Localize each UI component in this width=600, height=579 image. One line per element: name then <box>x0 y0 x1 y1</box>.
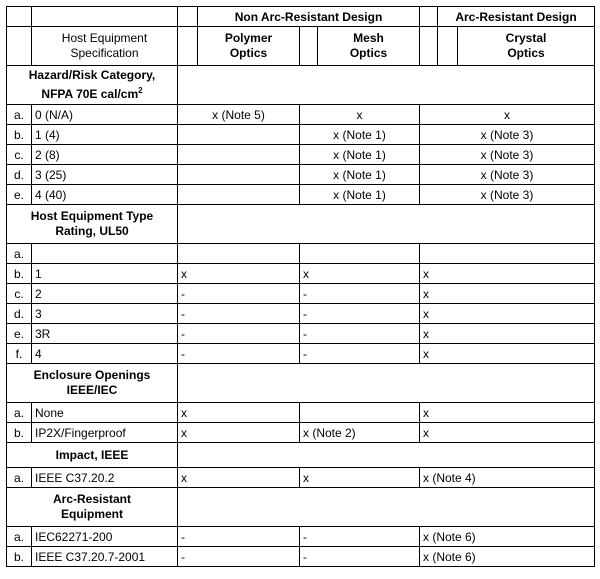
mesh-value: - <box>300 547 420 567</box>
host-type-title-line1: Host Equipment Type <box>30 209 154 223</box>
enclosure-rows <box>7 403 595 443</box>
crystal-value: x (Note 3) <box>420 185 595 205</box>
table-row <box>7 403 595 423</box>
row-label: 2 <box>32 284 178 304</box>
row-index: d. <box>7 165 32 185</box>
polymer-value: x <box>178 264 300 284</box>
mesh-value: x (Note 1) <box>300 165 420 185</box>
spec-header-line1: Host Equipment <box>61 31 148 45</box>
mesh-value: - <box>300 344 420 364</box>
row-label: None <box>32 403 178 423</box>
section-enclosure <box>7 364 595 403</box>
polymer-value: - <box>178 324 300 344</box>
mesh-value: x <box>300 105 420 125</box>
spec-table-wrapper <box>6 6 595 567</box>
table-row <box>7 125 595 145</box>
arc-resistant-header: Arc-Resistant Design <box>438 7 595 27</box>
blank-cell <box>420 27 438 66</box>
row-index: e. <box>7 185 32 205</box>
polymer-value: - <box>178 527 300 547</box>
row-index: c. <box>7 284 32 304</box>
table-row <box>7 547 595 567</box>
section-filler <box>178 364 595 403</box>
table-row <box>7 264 595 284</box>
mesh-value: - <box>300 304 420 324</box>
table-row <box>7 527 595 547</box>
polymer-header-line1: Polymer <box>224 31 273 45</box>
crystal-header-line1: Crystal <box>505 31 547 45</box>
header-group-row <box>7 7 595 27</box>
row-index: a. <box>7 468 32 488</box>
table-row <box>7 185 595 205</box>
mesh-value <box>300 244 420 264</box>
row-label: IEC62271-200 <box>32 527 178 547</box>
polymer-value: - <box>178 304 300 324</box>
row-label: 1 (4) <box>32 125 178 145</box>
crystal-header-line2: Optics <box>507 46 545 60</box>
hazard-rows <box>7 105 595 205</box>
row-index: d. <box>7 304 32 324</box>
polymer-optics-header <box>198 27 300 66</box>
polymer-value <box>178 244 300 264</box>
blank-cell <box>178 7 198 27</box>
mesh-value: x (Note 1) <box>300 125 420 145</box>
hazard-section-title <box>7 66 178 105</box>
crystal-value: x (Note 3) <box>420 125 595 145</box>
section-arc-resistant-equipment <box>7 488 595 527</box>
enclosure-title-line2: IEEE/IEC <box>66 383 118 397</box>
mesh-value: x (Note 2) <box>300 423 420 443</box>
host-type-section-title <box>7 205 178 244</box>
row-index: b. <box>7 264 32 284</box>
optics-compatibility-table <box>6 6 595 567</box>
row-index: a. <box>7 244 32 264</box>
non-arc-resistant-header: Non Arc-Resistant Design <box>198 7 420 27</box>
blank-cell <box>420 7 438 27</box>
section-hazard-risk <box>7 66 595 105</box>
mesh-value: x <box>300 264 420 284</box>
row-label: 0 (N/A) <box>32 105 178 125</box>
mesh-value: x <box>300 468 420 488</box>
crystal-value: x <box>420 264 595 284</box>
mesh-optics-header <box>318 27 420 66</box>
row-index: c. <box>7 145 32 165</box>
table-row <box>7 423 595 443</box>
table-row <box>7 244 595 264</box>
row-label: 2 (8) <box>32 145 178 165</box>
table-row <box>7 165 595 185</box>
row-label: IEEE C37.20.7-2001 <box>32 547 178 567</box>
polymer-value: - <box>178 344 300 364</box>
table-row <box>7 344 595 364</box>
mesh-value: - <box>300 527 420 547</box>
arc-equipment-section-title <box>7 488 178 527</box>
crystal-value: x <box>420 304 595 324</box>
mesh-value: x (Note 1) <box>300 145 420 165</box>
arc-equipment-rows <box>7 527 595 567</box>
arc-equipment-title-line1: Arc-Resistant <box>52 492 132 506</box>
mesh-value: - <box>300 324 420 344</box>
row-label <box>32 244 178 264</box>
row-label: IP2X/Fingerproof <box>32 423 178 443</box>
table-row <box>7 284 595 304</box>
impact-section-title: Impact, IEEE <box>7 443 178 468</box>
polymer-value: - <box>178 284 300 304</box>
blank-cell <box>300 27 318 66</box>
crystal-value: x <box>420 344 595 364</box>
polymer-value: x <box>178 403 300 423</box>
polymer-value: x <box>178 423 300 443</box>
row-index: b. <box>7 423 32 443</box>
crystal-value <box>420 244 595 264</box>
polymer-value <box>178 165 300 185</box>
impact-rows <box>7 468 595 488</box>
spec-header-line2: Specification <box>70 46 139 60</box>
mesh-value: - <box>300 284 420 304</box>
polymer-header-line2: Optics <box>229 46 268 60</box>
crystal-value: x <box>420 403 595 423</box>
section-filler <box>178 66 595 105</box>
mesh-value: x (Note 1) <box>300 185 420 205</box>
crystal-value: x (Note 6) <box>420 547 595 567</box>
polymer-value <box>178 125 300 145</box>
crystal-value: x <box>420 324 595 344</box>
row-label: 1 <box>32 264 178 284</box>
section-filler <box>178 488 595 527</box>
row-index: b. <box>7 547 32 567</box>
blank-cell <box>178 27 198 66</box>
table-row <box>7 105 595 125</box>
row-index: a. <box>7 105 32 125</box>
table-row <box>7 304 595 324</box>
host-type-title-line2: Rating, UL50 <box>55 224 129 238</box>
row-label: 3 <box>32 304 178 324</box>
polymer-value: - <box>178 547 300 567</box>
blank-cell <box>438 27 458 66</box>
section-filler <box>178 205 595 244</box>
blank-cell <box>7 7 32 27</box>
hazard-title-superscript: 2 <box>138 86 143 95</box>
crystal-value: x <box>420 284 595 304</box>
row-label: 3R <box>32 324 178 344</box>
row-label: 4 <box>32 344 178 364</box>
crystal-optics-header <box>458 27 595 66</box>
crystal-value: x <box>420 423 595 443</box>
crystal-value: x (Note 3) <box>420 165 595 185</box>
row-index: b. <box>7 125 32 145</box>
mesh-header-line1: Mesh <box>353 31 384 45</box>
hazard-title-line2 <box>10 83 174 102</box>
enclosure-title-line1: Enclosure Openings <box>33 368 151 382</box>
header-columns-row <box>7 27 595 66</box>
mesh-header-line2: Optics <box>349 46 388 60</box>
crystal-value: x (Note 3) <box>420 145 595 165</box>
blank-cell <box>7 27 32 66</box>
section-filler <box>178 443 595 468</box>
row-label: 4 (40) <box>32 185 178 205</box>
polymer-value <box>178 145 300 165</box>
blank-cell <box>32 7 178 27</box>
section-impact <box>7 443 595 468</box>
row-index: a. <box>7 403 32 423</box>
hazard-title-text: NFPA 70E cal/cm <box>41 87 139 101</box>
row-index: e. <box>7 324 32 344</box>
arc-equipment-title-line2: Equipment <box>61 507 123 521</box>
row-index: a. <box>7 527 32 547</box>
table-row <box>7 324 595 344</box>
host-equipment-spec-header <box>32 27 178 66</box>
enclosure-section-title <box>7 364 178 403</box>
crystal-value: x (Note 4) <box>420 468 595 488</box>
section-host-type <box>7 205 595 244</box>
mesh-value <box>300 403 420 423</box>
host-type-rows <box>7 244 595 364</box>
row-index: f. <box>7 344 32 364</box>
row-label: IEEE C37.20.2 <box>32 468 178 488</box>
crystal-value: x <box>420 105 595 125</box>
polymer-value: x (Note 5) <box>178 105 300 125</box>
row-label: 3 (25) <box>32 165 178 185</box>
polymer-value <box>178 185 300 205</box>
table-row <box>7 468 595 488</box>
crystal-value: x (Note 6) <box>420 527 595 547</box>
hazard-title-line1: Hazard/Risk Category, <box>28 68 156 82</box>
table-row <box>7 145 595 165</box>
polymer-value: x <box>178 468 300 488</box>
